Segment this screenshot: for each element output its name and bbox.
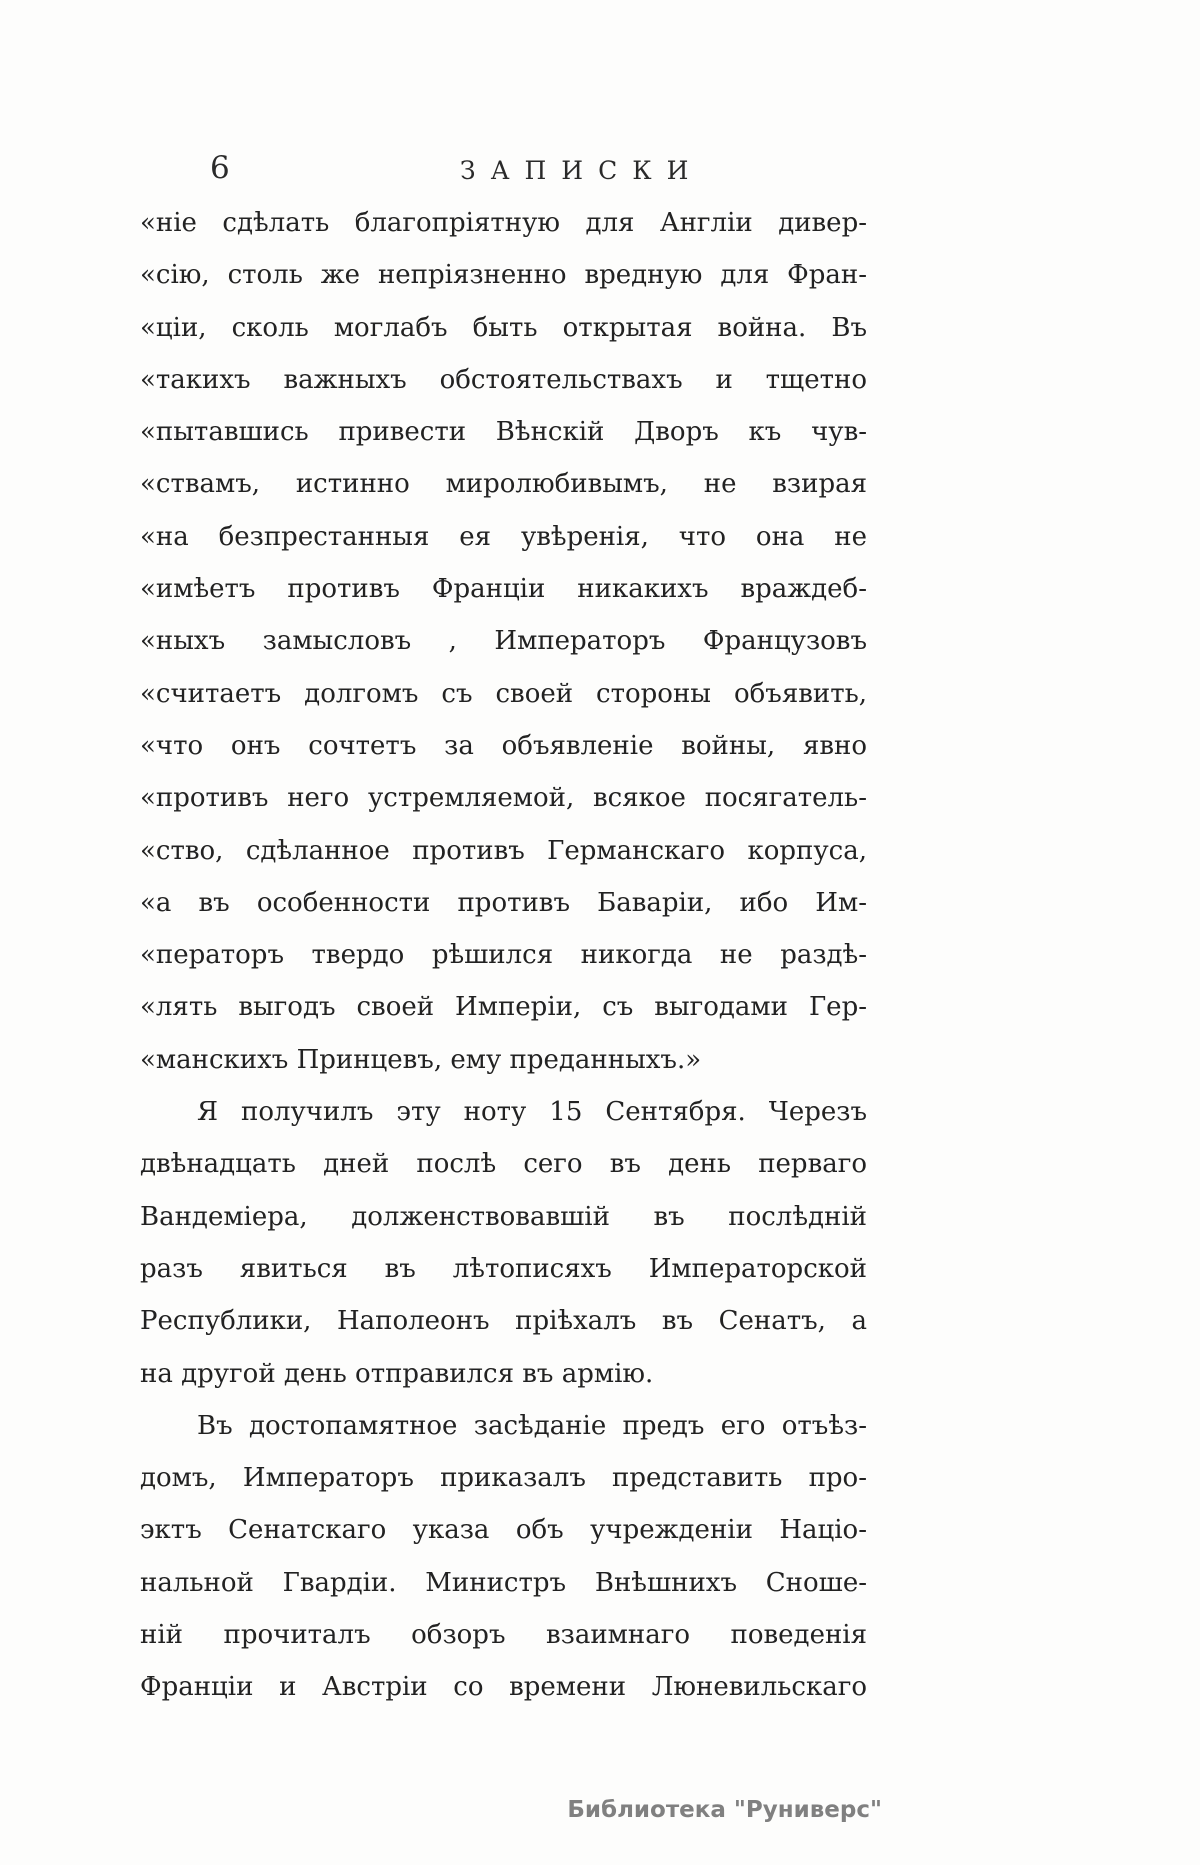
text-line: «ціи, сколь моглабъ быть открытая война. Въ [140, 312, 867, 343]
text-line: «что онъ сочтетъ за объявленіе войны, явно [140, 730, 867, 761]
text-line: нальной Гвардіи. Министръ Внѣшнихъ Сноше- [140, 1567, 867, 1598]
text-line: на другой день отправился въ армію. [140, 1358, 654, 1389]
page-header [140, 150, 867, 192]
text-line: Въ достопамятное засѣданіе предъ его отъѣз- [197, 1410, 867, 1441]
page-header-title: ЗАПИСКИ [460, 156, 704, 185]
text-line: «сію, столь же непріязненно вредную для Фран- [140, 260, 867, 291]
text-line: «на безпрестанныя ея увѣренія, что она не [140, 521, 867, 552]
text-line: «а въ особенности противъ Баваріи, ибо Им- [140, 887, 867, 918]
text-line: двѣнадцать дней послѣ сего въ день перваго [140, 1149, 867, 1180]
page-number: 6 [210, 150, 230, 186]
text-line: «такихъ важныхъ обстоятельствахъ и тщетно [140, 364, 867, 395]
text-line: «ствамъ, истинно миролюбивымъ, не взирая [140, 469, 867, 500]
text-line: «имѣетъ противъ Франціи никакихъ враждеб- [140, 574, 867, 605]
text-line: домъ, Императоръ приказалъ представить про- [140, 1463, 867, 1494]
library-watermark: Библиотека "Руниверс" [567, 1797, 882, 1823]
text-line: «лять выгодъ своей Имперіи, съ выгодами Гер- [140, 992, 867, 1023]
text-line: Вандеміера, долженствовавшій въ послѣдній [140, 1201, 867, 1232]
text-line: «пытавшись привести Вѣнскій Дворъ къ чув- [140, 417, 867, 448]
text-line: ній прочиталъ обзоръ взаимнаго поведенія [140, 1620, 867, 1651]
text-line: «ныхъ замысловъ , Императоръ Французовъ [140, 626, 867, 657]
text-line: «считаетъ долгомъ съ своей стороны объявить, [140, 678, 867, 709]
page-text [140, 197, 867, 1714]
text-line: «ніе сдѣлать благопріятную для Англіи дивер- [140, 208, 867, 238]
text-line: Франціи и Австріи со времени Люневильскаго [140, 1672, 867, 1703]
text-line: Республики, Наполеонъ пріѣхалъ въ Сенатъ, а [140, 1306, 867, 1337]
text-line: «противъ него устремляемой, всякое посягатель- [140, 783, 867, 814]
text-line: эктъ Сенатскаго указа объ учрежденіи Націо- [140, 1515, 867, 1546]
text-line: Я получилъ эту ноту 15 Сентября. Черезъ [197, 1097, 867, 1128]
text-line: «ператоръ твердо рѣшился никогда не раздѣ- [140, 940, 867, 971]
text-line: разъ явиться въ лѣтописяхъ Императорской [140, 1253, 867, 1284]
text-line: «ство, сдѣланное противъ Германскаго корпуса, [140, 835, 867, 866]
text-line: «манскихъ Принцевъ, ему преданныхъ.» [140, 1044, 702, 1075]
